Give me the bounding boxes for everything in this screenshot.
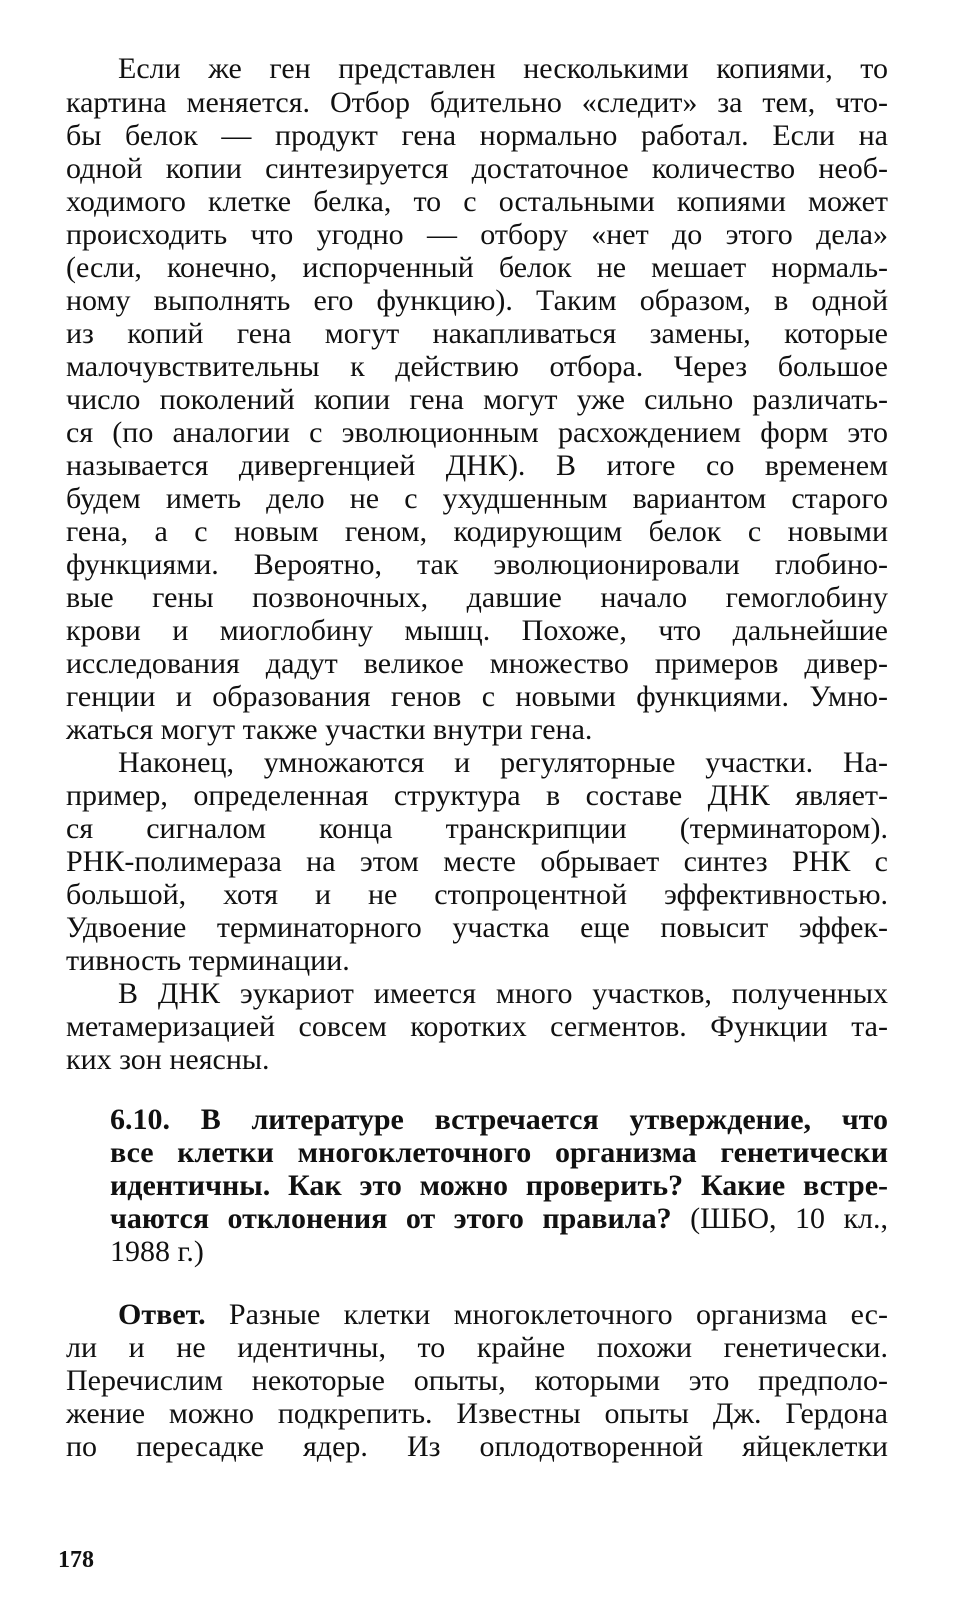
text-line: картина меняется. Отбор бдительно «следит» за тем, что- <box>66 86 888 119</box>
text-line: В ДНК эукариот имеется много участков, полученных <box>118 977 888 1010</box>
text-line: называется дивергенцией ДНК). В итоге со временем <box>66 449 888 482</box>
text-line: будем иметь дело не с ухудшенным вариантом старого <box>66 482 888 515</box>
text-line: (если, конечно, испорченный белок не мешает нормаль- <box>66 251 888 284</box>
text-line: бы белок — продукт гена нормально работал. Если на <box>66 119 888 152</box>
answer-line: ли и не идентичны, то крайне похожи генетически. <box>66 1331 888 1364</box>
text-line: малочувствительны к действию отбора. Через большое <box>66 350 888 383</box>
question-text: чаются отклонения от этого правила? <box>110 1202 672 1235</box>
text-line: одной копии синтезируется достаточное количество необ- <box>66 152 888 185</box>
text-line: функциями. Вероятно, так эволюционировали глобино- <box>66 548 888 581</box>
text-line: большой, хотя и не стопроцентной эффективностью. <box>66 878 888 911</box>
question-line: идентичны. Как это можно проверить? Какие встре- <box>110 1169 888 1202</box>
answer-text: Разные клетки многоклеточного организма ес- <box>205 1298 888 1331</box>
text-line: Наконец, умножаются и регуляторные участки. На- <box>118 746 888 779</box>
text-line: метамеризацией совсем коротких сегментов. Функции та- <box>66 1010 888 1043</box>
answer-line: жение можно подкрепить. Известны опыты Дж. Гердона <box>66 1397 888 1430</box>
text-line: Удвоение терминаторного участка еще повысит эффек- <box>66 911 888 944</box>
text-line: ких зон неясны. <box>66 1043 270 1076</box>
text-line: ному выполнять его функцию). Таким образом, в одной <box>66 284 888 317</box>
answer-line: Перечислим некоторые опыты, которыми это предполо- <box>66 1364 888 1397</box>
text-line: жаться могут также участки внутри гена. <box>66 713 593 746</box>
page-number: 178 <box>58 1547 94 1573</box>
text-line: вые гены позвоночных, давшие начало гемоглобину <box>66 581 888 614</box>
question-line: все клетки многоклеточного организма генетически <box>110 1136 888 1169</box>
text-line: тивность терминации. <box>66 944 350 977</box>
text-line: пример, определенная структура в составе ДНК являет- <box>66 779 888 812</box>
text-line: РНК-полимераза на этом месте обрывает синтез РНК с <box>66 845 888 878</box>
text-line: гена, а с новым геном, кодирующим белок с новыми <box>66 515 888 548</box>
text-line: Если же ген представлен несколькими копиями, то <box>118 52 888 85</box>
question-source: (ШБО, 10 кл., <box>671 1202 888 1235</box>
text-line: ся сигналом конца транскрипции (терминатором). <box>66 812 888 845</box>
text-line: крови и миоглобину мышц. Похоже, что дальнейшие <box>66 614 888 647</box>
question-source-year: 1988 г.) <box>110 1235 204 1268</box>
text-line: исследования дадут великое множество примеров дивер- <box>66 647 888 680</box>
text-line: генции и образования генов с новыми функциями. Умно- <box>66 680 888 713</box>
answer-line: по пересадке ядер. Из оплодотворенной яйцеклетки <box>66 1430 888 1463</box>
text-line: ходимого клетке белка, то с остальными копиями может <box>66 185 888 218</box>
text-line: из копий гена могут накапливаться замены, которые <box>66 317 888 350</box>
question-line <box>110 1202 888 1235</box>
text-line: ся (по аналогии с эволюционным расхождением форм это <box>66 416 888 449</box>
answer-label: Ответ. <box>118 1298 206 1331</box>
text-line: происходить что угодно — отбору «нет до этого дела» <box>66 218 888 251</box>
question-line: 6.10. В литературе встречается утверждение, что <box>110 1103 888 1136</box>
answer-line <box>118 1298 888 1331</box>
text-line: число поколений копии гена могут уже сильно различать- <box>66 383 888 416</box>
